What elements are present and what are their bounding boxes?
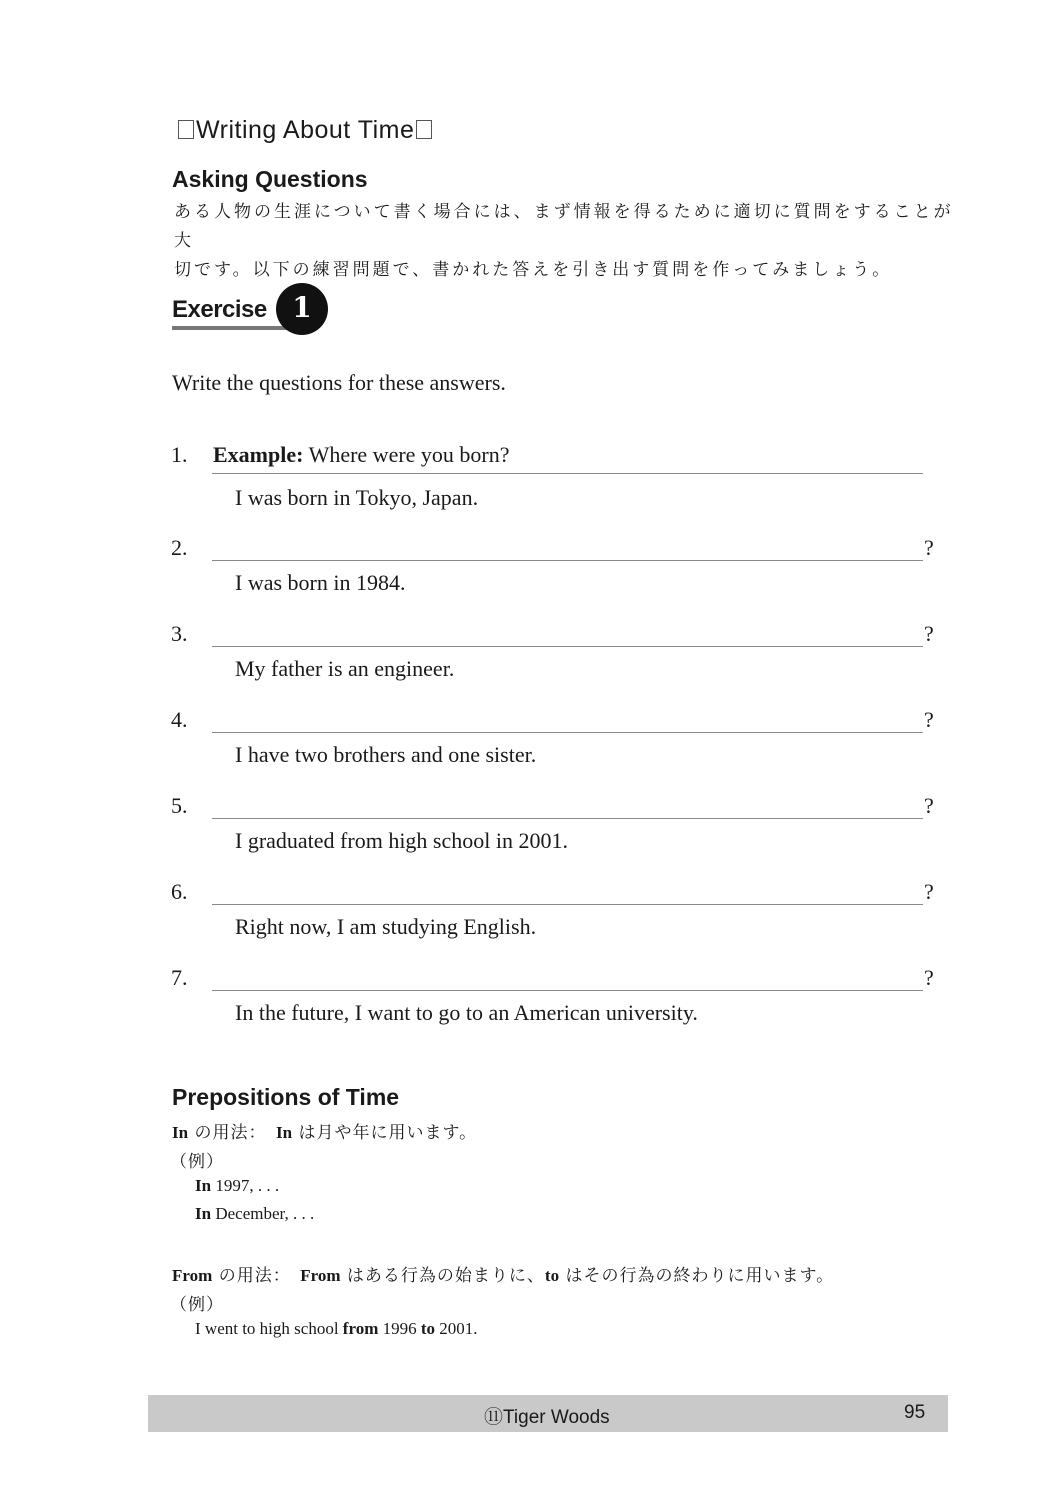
from-example: [195, 1319, 478, 1339]
item-number: 5.: [171, 793, 188, 818]
from-example-term-from: from: [342, 1319, 379, 1338]
answer-text: I was born in 1984.: [235, 570, 406, 595]
example-answer-line: [212, 445, 923, 474]
in-example-1-term: In: [195, 1176, 212, 1195]
from-usage-label: の用法：: [212, 1266, 301, 1286]
example-label: Example:: [213, 442, 304, 467]
question-mark: ?: [924, 965, 934, 990]
section-title: [176, 116, 434, 145]
in-example-2: [195, 1204, 314, 1224]
question-input-line[interactable]: [212, 704, 923, 733]
in-example-label: （例）: [170, 1152, 224, 1172]
from-term: From: [172, 1266, 213, 1285]
from-example-part-2: 1996: [378, 1319, 421, 1338]
question-mark: ?: [924, 535, 934, 560]
in-example-2-text: December, . . .: [211, 1204, 315, 1223]
open-box-icon: [178, 120, 194, 139]
asking-questions-intro: [174, 198, 964, 285]
item-number: 2.: [171, 535, 188, 560]
question-mark: ?: [924, 621, 934, 646]
item-number: 1.: [171, 442, 188, 467]
in-example-1-text: 1997, . . .: [211, 1176, 280, 1195]
question-input-line[interactable]: [212, 618, 923, 647]
intro-line-2: 切です。以下の練習問題で、書かれた答えを引き出す質問を作ってみましょう。: [174, 260, 893, 280]
exercise-underline: [172, 326, 292, 330]
to-desc-term: to: [544, 1266, 560, 1285]
page-number: 95: [904, 1402, 926, 1423]
from-example-part-1: I went to high school: [195, 1319, 343, 1338]
item-number: 3.: [171, 621, 188, 646]
from-example-label: （例）: [170, 1295, 224, 1315]
answer-text: I have two brothers and one sister.: [235, 742, 537, 767]
exercise-badge: [172, 283, 342, 339]
question-input-line[interactable]: [212, 876, 923, 905]
from-desc-mid: はある行為の始まりに、: [340, 1266, 545, 1286]
exercise-instruction: Write the questions for these answers.: [172, 370, 506, 395]
item-number: 7.: [171, 965, 188, 990]
in-usage-label: の用法：: [188, 1123, 276, 1143]
item-number: 4.: [171, 707, 188, 732]
exercise-label: Exercise: [172, 296, 267, 323]
in-desc-term: In: [275, 1123, 293, 1142]
in-usage-line: [172, 1118, 477, 1143]
item-number: 6.: [171, 879, 188, 904]
in-example-2-term: In: [195, 1204, 212, 1223]
intro-line-1: ある人物の生涯について書く場合には、まず情報を得るために適切に質問をすることが大: [174, 202, 954, 251]
asking-questions-heading: Asking Questions: [172, 166, 368, 192]
answer-text: In the future, I want to go to an American university.: [235, 1000, 698, 1025]
in-desc: は月や年に用います。: [292, 1123, 478, 1143]
from-example-part-3: 2001.: [435, 1319, 478, 1338]
answer-text: My father is an engineer.: [235, 656, 455, 681]
footer-chapter-title: ⑪Tiger Woods: [484, 1407, 610, 1428]
question-mark: ?: [924, 707, 934, 732]
question-input-line[interactable]: [212, 962, 923, 991]
question-mark: ?: [924, 793, 934, 818]
from-usage-line: [172, 1261, 834, 1286]
prepositions-heading: Prepositions of Time: [172, 1084, 400, 1110]
exercise-number: 1: [276, 283, 328, 335]
question-input-line[interactable]: [212, 790, 923, 819]
from-desc-end: はその行為の終わりに用います。: [559, 1266, 835, 1286]
section-title-text: Writing About Time: [196, 116, 415, 144]
from-example-term-to: to: [420, 1319, 436, 1338]
answer-text: Right now, I am studying English.: [235, 914, 537, 939]
answer-text: I graduated from high school in 2001.: [235, 828, 568, 853]
question-input-line[interactable]: [212, 532, 923, 561]
close-box-icon: [416, 120, 432, 139]
answer-text: I was born in Tokyo, Japan.: [235, 485, 479, 510]
in-term: In: [172, 1123, 189, 1142]
from-desc-term: From: [300, 1266, 341, 1285]
question-mark: ?: [924, 879, 934, 904]
in-example-1: [195, 1176, 279, 1196]
example-question-text: Where were you born?: [308, 442, 510, 467]
